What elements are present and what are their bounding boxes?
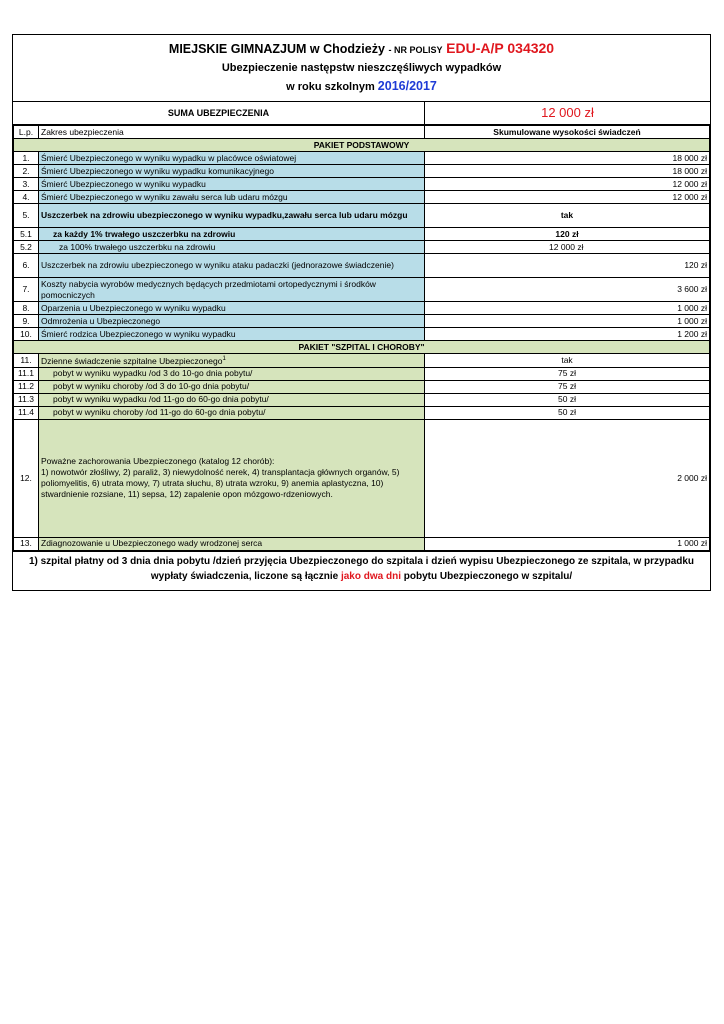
coverage-table	[13, 125, 710, 551]
row-description-text: Śmierć Ubezpieczonego w wyniku wypadku	[41, 178, 206, 189]
row-description	[39, 380, 425, 393]
column-header-row	[14, 126, 710, 139]
row-description	[39, 165, 425, 178]
row-description	[39, 278, 425, 302]
row-number: 11.2	[14, 380, 39, 393]
table-row	[14, 537, 710, 550]
row-number: 9.	[14, 315, 39, 328]
row-description	[39, 254, 425, 278]
row-description-text: Śmierć Ubezpieczonego w wyniku zawału serca lub udaru mózgu	[41, 191, 288, 202]
column-header-lp: L.p.	[14, 126, 39, 139]
row-description	[39, 178, 425, 191]
row-amount: 50 zł	[425, 393, 710, 406]
row-description	[39, 419, 425, 537]
row-description-text: Śmierć Ubezpieczonego w wyniku wypadku komunikacyjnego	[41, 165, 274, 176]
row-description	[39, 328, 425, 341]
table-row	[14, 354, 710, 368]
row-amount: 12 000 zł	[425, 178, 710, 191]
row-number: 5.	[14, 204, 39, 228]
table-row	[14, 254, 710, 278]
row-description	[39, 152, 425, 165]
row-amount: 120 zł	[425, 228, 710, 241]
row-amount: 12 000 zł	[425, 191, 710, 204]
row-amount: 50 zł	[425, 406, 710, 419]
row-amount: tak	[425, 204, 710, 228]
row-amount: 75 zł	[425, 380, 710, 393]
row-number: 5.2	[14, 241, 39, 254]
table-row	[14, 315, 710, 328]
policy-number: EDU-A/P 034320	[446, 40, 555, 56]
row-description-text: za 100% trwałego uszczerbku na zdrowiu	[59, 241, 216, 252]
row-description-text: Śmierć Ubezpieczonego w wyniku wypadku w placówce oświatowej	[41, 152, 297, 163]
row-description-text: pobyt w wyniku choroby /od 11-go do 60-go dnia pobytu/	[53, 407, 266, 418]
row-description-text: pobyt w wyniku wypadku /od 3 do 10-go dnia pobytu/	[53, 368, 253, 379]
row-description-text: Odmrożenia u Ubezpieczonego	[41, 315, 161, 326]
row-number: 7.	[14, 278, 39, 302]
row-description	[39, 354, 425, 368]
row-amount: 1 000 zł	[425, 315, 710, 328]
row-number: 11.	[14, 354, 39, 368]
school-year: 2016/2017	[377, 79, 437, 93]
table-row	[14, 241, 710, 254]
row-amount: 120 zł	[425, 254, 710, 278]
section-row-basic	[14, 139, 710, 152]
table-row	[14, 178, 710, 191]
row-description-text: Oparzenia u Ubezpieczonego w wyniku wypadku	[41, 302, 226, 313]
section-basic-title: PAKIET PODSTAWOWY	[14, 139, 710, 152]
row-amount: 1 000 zł	[425, 302, 710, 315]
row-description	[39, 393, 425, 406]
header-year-line	[13, 77, 710, 96]
row-number: 3.	[14, 178, 39, 191]
row-description-text: Śmierć rodzica Ubezpieczonego w wyniku wypadku	[41, 328, 236, 339]
table-row	[14, 406, 710, 419]
row-description-text: pobyt w wyniku choroby /od 3 do 10-go dnia pobytu/	[53, 381, 250, 392]
row-description	[39, 302, 425, 315]
table-row	[14, 191, 710, 204]
row-description-text: Uszczerbek na zdrowiu ubezpieczonego w wyniku wypadku,zawału serca lub udaru mózgu	[41, 210, 408, 220]
row-number: 12.	[14, 419, 39, 537]
footnote-text-before: 1) szpital płatny od 3 dnia dnia pobytu /dzień przyjęcia Ubezpieczonego do szpitala i dzień wypisu Ubezpieczonego ze szpitala, w przypadku wypłaty świadczenia, liczone są łącznie	[28, 555, 695, 582]
table-row	[14, 165, 710, 178]
row-amount: 3 600 zł	[425, 278, 710, 302]
table-row	[14, 302, 710, 315]
table-row	[14, 393, 710, 406]
row-amount: tak	[425, 354, 710, 368]
year-prefix: w roku szkolnym	[286, 81, 375, 93]
row-description-text: Uszczerbek na zdrowiu ubezpieczonego w wyniku ataku padaczki (jednorazowe świadczenie)	[41, 260, 394, 270]
row-description	[39, 191, 425, 204]
section-hospital-title: PAKIET "SZPITAL I CHOROBY"	[14, 341, 710, 354]
row-amount: 2 000 zł	[425, 419, 710, 537]
row-number: 11.1	[14, 367, 39, 380]
row-description-text: Koszty nabycia wyrobów medycznych będących przedmiotami ortopedycznymi i środków pomocniczych	[41, 278, 376, 300]
row-amount: 75 zł	[425, 367, 710, 380]
row-number: 13.	[14, 537, 39, 550]
table-row	[14, 419, 710, 537]
row-description	[39, 537, 425, 550]
footnote-marker: 1	[222, 356, 226, 362]
sum-insured-label: SUMA UBEZPIECZENIA	[13, 102, 425, 124]
row-number: 11.4	[14, 406, 39, 419]
sum-insured-value: 12 000 zł	[541, 105, 594, 120]
row-description-text: Dzienne świadczenie szpitalne Ubezpieczonego	[41, 355, 223, 366]
column-header-scope: Zakres ubezpieczenia	[39, 126, 425, 139]
row-description-text: za każdy 1% trwałego uszczerbku na zdrowiu	[53, 228, 236, 239]
policy-prefix: - NR POLISY	[388, 45, 443, 55]
row-amount: 18 000 zł	[425, 165, 710, 178]
table-row	[14, 367, 710, 380]
table-row	[14, 380, 710, 393]
row-description	[39, 241, 425, 254]
table-row	[14, 228, 710, 241]
row-description	[39, 228, 425, 241]
school-name: MIEJSKIE GIMNAZJUM w Chodzieży	[168, 42, 385, 56]
table-row	[14, 278, 710, 302]
row-amount: 1 000 zł	[425, 537, 710, 550]
row-description	[39, 315, 425, 328]
row-description	[39, 406, 425, 419]
footnote-text-after: pobytu Ubezpieczonego w szpitalu/	[400, 570, 573, 582]
row-description-text: Zdiagnozowanie u Ubezpieczonego wady wrodzonej serca	[41, 538, 263, 549]
table-row	[14, 328, 710, 341]
row-description	[39, 367, 425, 380]
row-number: 6.	[14, 254, 39, 278]
row-number: 5.1	[14, 228, 39, 241]
header-line-1	[13, 39, 710, 59]
row-amount: 1 200 zł	[425, 328, 710, 341]
row-number: 10.	[14, 328, 39, 341]
footnote-highlight: jako dwa dni	[340, 570, 401, 582]
row-amount: 12 000 zł	[425, 241, 710, 254]
section-row-hospital	[14, 341, 710, 354]
row-number: 11.3	[14, 393, 39, 406]
table-row	[14, 204, 710, 228]
row-description-text: pobyt w wyniku wypadku /od 11-go do 60-go dnia pobytu/	[53, 394, 269, 405]
row-description	[39, 204, 425, 228]
table-row	[14, 152, 710, 165]
row-amount: 18 000 zł	[425, 152, 710, 165]
row-description-text: Poważne zachorowania Ubezpieczonego (katalog 12 chorób): 1) nowotwór złośliwy, 2) paraliż, 3) niewydolność nerek, 4) transplantacja głównych organów, 5) poliomyelitis, 6) utrata mowy, 7) utrata słuchu, 8) utrata wzroku, 9) anemia aplastyczna, 10) stwardnienie rozsiane, 11) sepsa, 12) zapalenie opon mózgowo-rdzeniowych.	[41, 456, 400, 500]
row-number: 4.	[14, 191, 39, 204]
row-number: 8.	[14, 302, 39, 315]
footnote	[13, 551, 710, 590]
column-header-amount: Skumulowane wysokości świadczeń	[425, 126, 710, 139]
header-subtitle: Ubezpieczenie następstw nieszczęśliwych wypadków	[221, 62, 502, 74]
insurance-sheet	[12, 34, 711, 591]
row-number: 1.	[14, 152, 39, 165]
sum-insured-row	[13, 102, 710, 125]
row-number: 2.	[14, 165, 39, 178]
document-header	[13, 35, 710, 102]
